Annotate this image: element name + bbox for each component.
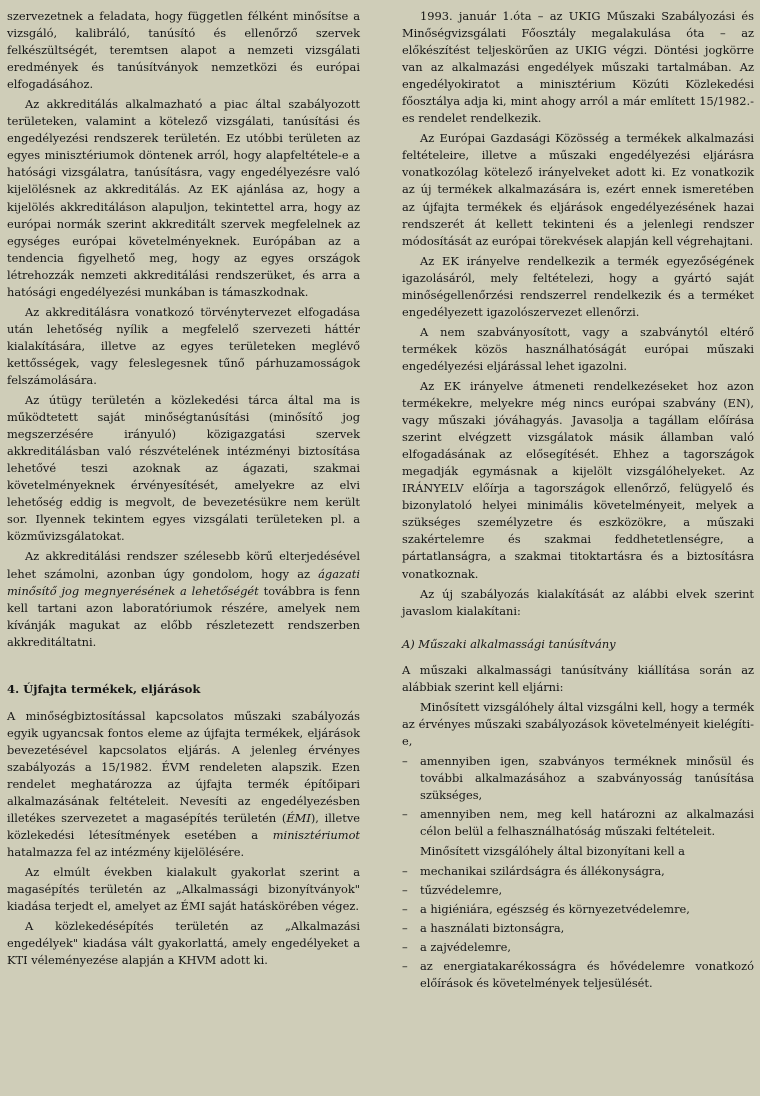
list-item: – a higiéniára, egészség és környezetvédelemre, (402, 901, 754, 918)
subsection-heading: A) Műszaki alkalmassági tanúsítvány (402, 636, 616, 651)
paragraph (7, 548, 360, 650)
paragraph: Az Európai Gazdasági Közösség a termékek alkalmazási feltételeire, illetve a műszaki engedélyezési eljárásra vonatkozólag kötelező irányelveket adott ki. Ez vonatkozik az új termékek alkalmazására is, ezért ennek ismeretében az újfajta termékek és eljárások engedélyezésének hazai rendszerét át kellett tekinteni és a jelenlegi rendszer módosítását az európai törekvések alapján kell végrehajtani. (402, 131, 754, 248)
paragraph: 1993. január 1.óta – az UKIG Műszaki Szabályozási és Minőségvizsgálati Főosztály megalakulása óta – az előkészítést teljeskörűen az UKIG végzi. Döntési jogkörre van az alkalmazási engedélyek műszaki tartalmában. Az engedélyokiratot a minisztérium Közúti Közlekedési főosztálya adja ki, mint ahogy arról a már említett 15/1982.-es rendelet rendelkezik. (402, 9, 754, 126)
text-run: Az akkreditálási rendszer szélesebb körű elterjedésével lehet számolni, azonban úgy gondolom, hogy az (7, 549, 360, 581)
list-item: – a használati biztonságra, (402, 920, 754, 937)
text-run: ), illetve közlekedési létesítmények esetében a (7, 811, 360, 843)
text-run: továbbra is fenn kell tartani azon laboratóriumok részére, amelyek nem kívánják magukat az előbb részletezett rendszerben akkreditáltatni. (7, 583, 360, 649)
paragraph: Az EK irányelve átmeneti rendelkezéseket hoz azon termékekre, melyekre még nincs európai szabvány (EN), vagy műszaki jóváhagyás. Javasolja a tagállam előírása szerint elvégzett vizsgálatok másik államban való elfogadásának az elősegítését. Ehhez a tagországok megadják egymásnak a kijelölt vizsgálóhelyeket. Az IRÁNYELV előírja a tagországok ellenőrző, felügyelő és bizonylatoló helyei minimális követelményeit, melyek a szükséges személyzetre és eszközökre, a műszaki szakértelemre és szakmai feddhetetlenségre, a pártatlanságra, a szakmai titoktartásra és a biztosításra vonatkoznak. (402, 378, 754, 581)
requirements-list (402, 863, 754, 992)
list-item: – amennyiben nem, meg kell határozni az alkalmazási célon belül a felhasználhatóság műszaki feltételeit. (402, 806, 754, 840)
italic-text: ágazati minősítő jog megnyerésének a lehetőségét (7, 566, 360, 598)
paragraph: A közlekedésépítés területén az „Alkalmazási engedélyek" kiadása vált gyakorlattá, amely engedélyeket a KTI véleményezése alapján a KHVM adott ki. (7, 919, 360, 968)
right-column (402, 8, 754, 996)
section-heading: 4. Újfajta termékek, eljárások (7, 681, 201, 696)
italic-text: ÉMI (286, 811, 311, 826)
paragraph: Az útügy területén a közlekedési tárca által ma is működtetett saját minőségtanúsítási (minősítő jog megszerzésére irányuló) közigazgatási szervek akkreditálásban való részvételének intézményi biztosítása lehetővé teszi azoknak az ágazati, szakmai követelményeknek érvényesítését, amelyekre az elvi lehetőség eddig is megvolt, de bevezetésükre nem került sor. Ilyennek tekintem egyes vizsgálati területeken pl. a közművizsgálatokat. (7, 393, 360, 544)
text-run: A minőségbiztosítással kapcsolatos műszaki szabályozás egyik ugyancsak fontos eleme az újfajta termékek, eljárások bevezetésével kapcsolatos eljárás. A jelenleg érvényes szabályozás a 15/1982. ÉVM rendeleten alapszik. Ezen rendelet meghatározza az újfajta termék építőipari alkalmazásának feltételeit. Nevesíti az engedélyezésben illetékes szervezetet a magasépítés területén ( (7, 708, 360, 826)
left-column (7, 8, 360, 972)
paragraph: Az akkreditálásra vonatkozó törvénytervezet elfogadása után lehetőség nyílik a megfelelő szervezeti háttér kialakítására, illetve az egyes területeken meglévő kettősségek, vagy feleslegesnek tűnő párhuzamosságok felszámolására. (7, 304, 360, 387)
list-item: – tűzvédelemre, (402, 882, 754, 899)
list-item: – amennyiben igen, szabványos terméknek minősül és további alkalmazásához a szabványosság tanúsítása szükséges, (402, 753, 754, 804)
paragraph: Az EK irányelve rendelkezik a termék egyezőségének igazolásáról, mely feltételezi, hogy a gyártó saját minőségellenőrzési rendszerrel rendelkezik és a terméket engedélyezett igazolószervezet ellenőrzi. (402, 253, 754, 319)
list-item: – mechanikai szilárdságra és állékonyságra, (402, 863, 754, 880)
list-item: – az energiatakarékosságra és hővédelemre vonatkozó előírások és követelmények teljesülését. (402, 958, 754, 992)
text-run: hatalmazza fel az intézmény kijelölésére. (7, 845, 245, 860)
list-item: – a zajvédelemre, (402, 939, 754, 956)
paragraph: Minősített vizsgálóhely által bizonyítani kell a (420, 844, 685, 859)
paragraph: Az új szabályozás kialakítását az alábbi elvek szerint javaslom kialakítani: (402, 586, 754, 618)
italic-text: minisztériumot (272, 828, 360, 843)
paragraph: A műszaki alkalmassági tanúsítvány kiállítása során az alábbiak szerint kell eljárni: (402, 662, 754, 694)
paragraph (7, 708, 360, 861)
paragraph: A nem szabványosított, vagy a szabványtól eltérő termékek közös használhatóságát európai műszaki engedélyezési eljárással lehet igazolni. (402, 324, 754, 373)
paragraph: Az akkreditálás alkalmazható a piac által szabályozott területeken, valamint a kötelező vizsgálati, tanúsítási és engedélyezési rendszerek területén. Ez utóbbi területen az egyes minisztériumok döntenek arról, hogy alapfeltétele-e a hatósági vizsgálatra, tanúsításra, vagy engedélyezésre való kijelölésnek az akkreditálás. Az EK ajánlása az, hogy a kijelölés akkreditáláson alapuljon, tekintettel arra, hogy az európai normák szerint akkreditált szervek megfelelnek az egységes európai követelményeknek. Európában az a tendencia figyelhető meg, hogy az egyes országok létrehozzák nemzeti akkreditálási rendszerüket, és arra a hatósági engedélyezési munkában is támaszkodnak. (7, 97, 360, 299)
paragraph: szervezetnek a feladata, hogy független félként minősítse a vizsgáló, kalibráló, tanúsító és ellenőrző szervek felkészültségét, teremtsen alapot a nemzeti vizsgálati eredmények és tanúsítványok nemzetközi és európai elfogadásához. (7, 9, 360, 92)
paragraph: Az elmúlt években kialakult gyakorlat szerint a magasépítés területén az „Alkalmassági bizonyítványok" kiadása terjedt el, amelyet az ÉMI saját hatáskörében végez. (7, 865, 360, 914)
dash-list (402, 753, 754, 840)
paragraph: Minősített vizsgálóhely által vizsgálni kell, hogy a termék az érvényes műszaki szabályozások követelményeit kielégíti-e, (402, 699, 754, 748)
